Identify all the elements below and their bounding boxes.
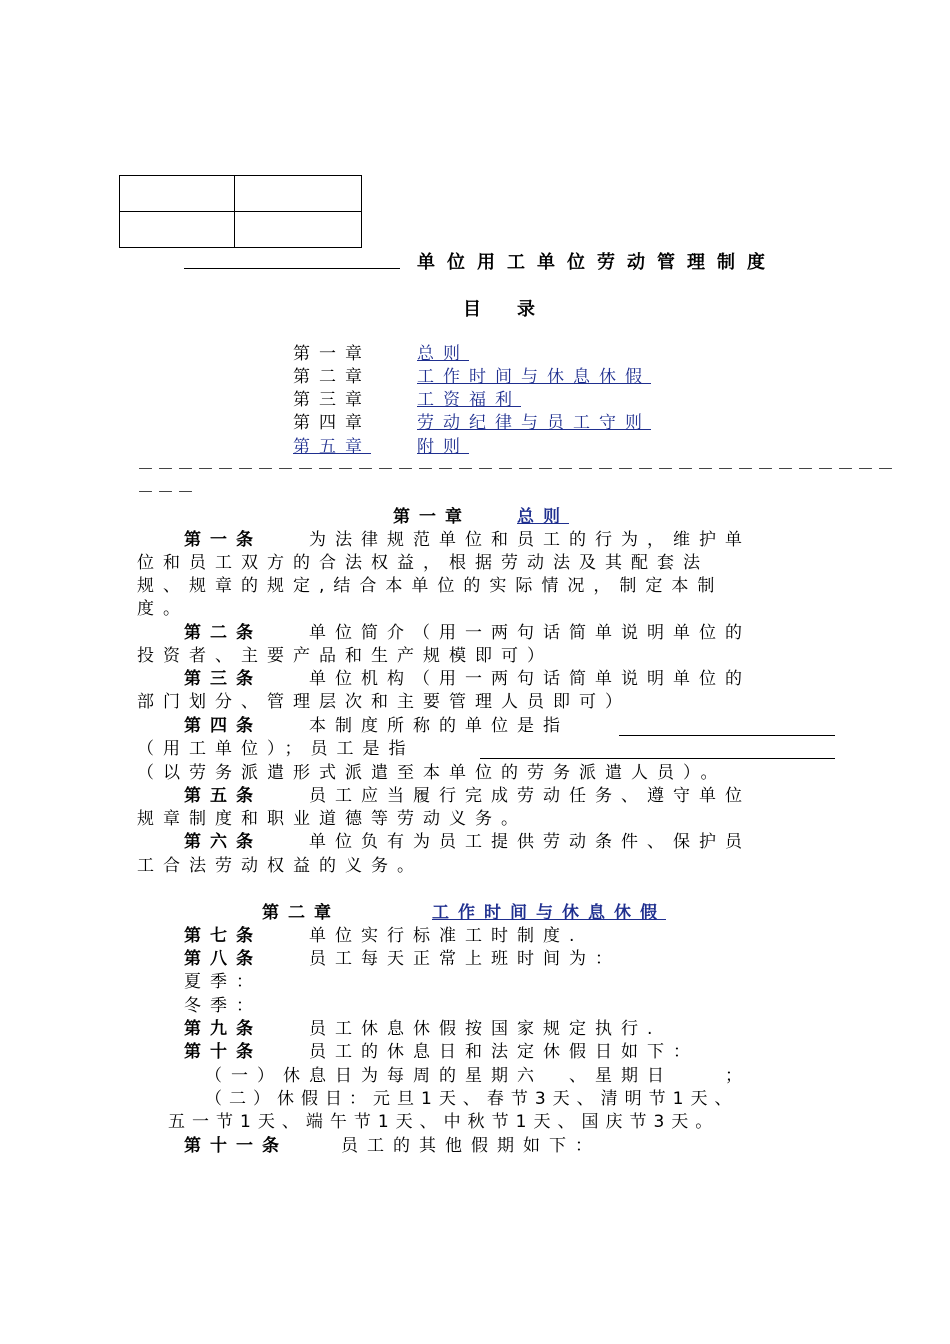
toc-link-4[interactable]: 劳动纪律与员工守则 bbox=[417, 413, 651, 433]
article-5-line-2: 规章制度和职业道德等劳动义务。 bbox=[137, 809, 527, 829]
header-table bbox=[119, 175, 362, 248]
article-8-label: 第八条 bbox=[184, 949, 262, 969]
article-4-label: 第四条 bbox=[184, 716, 262, 736]
title-blank-line bbox=[184, 268, 400, 269]
article-4-line-1: 本制度所称的单位是指 bbox=[309, 716, 569, 736]
article-10-item-2b: 五一节1天、端午节1天、中秋节1天、国庆节3天。 bbox=[168, 1112, 720, 1132]
article-9-label: 第九条 bbox=[184, 1019, 262, 1039]
toc-link-5[interactable]: 附则 bbox=[417, 437, 469, 457]
article-10-label: 第十条 bbox=[184, 1042, 262, 1062]
article-4-line-2: （用工单位）；员工是指 bbox=[137, 739, 415, 759]
chapter2-label: 第二章 bbox=[262, 903, 340, 923]
article-6-line-2: 工合法劳动权益的义务。 bbox=[137, 856, 423, 876]
article-1-line-4: 度。 bbox=[137, 599, 189, 619]
article-8-text: 员工每天正常上班时间为： bbox=[309, 949, 621, 969]
separator-line-1: －－－－－－－－－－－－－－－－－－－－－－－－－－－－－－－－－－－－－－ bbox=[137, 460, 897, 480]
toc-chapter-5-link[interactable]: 第五章 bbox=[293, 437, 371, 457]
article-11-label: 第十一条 bbox=[184, 1136, 288, 1156]
article-2-line-2: 投资者、主要产品和生产规模即可） bbox=[137, 646, 553, 666]
header-cell bbox=[235, 212, 362, 248]
employee-blank bbox=[480, 758, 835, 759]
unit-name-blank bbox=[619, 735, 835, 736]
document-title: 单位用工单位劳动管理制度 bbox=[417, 252, 777, 273]
toc-link-1[interactable]: 总则 bbox=[417, 344, 469, 364]
article-10-text: 员工的休息日和法定休假日如下： bbox=[309, 1042, 699, 1062]
article-7-text: 单位实行标准工时制度. bbox=[309, 926, 584, 946]
article-10-item-2a: （二）休假日：元旦1天、春节3天、清明节1天、 bbox=[205, 1089, 739, 1109]
chapter1-label: 第一章 bbox=[393, 507, 471, 527]
article-5-label: 第五条 bbox=[184, 786, 262, 806]
toc-heading: 目 录 bbox=[463, 299, 535, 320]
article-6-label: 第六条 bbox=[184, 832, 262, 852]
toc-link-3[interactable]: 工资福利 bbox=[417, 390, 521, 410]
article-1-label: 第一条 bbox=[184, 530, 262, 550]
article-2-label: 第二条 bbox=[184, 623, 262, 643]
toc-chapter-1: 第一章 bbox=[293, 344, 371, 364]
header-cell bbox=[235, 176, 362, 212]
article-3-line-2: 部门划分、管理层次和主要管理人员即可） bbox=[137, 692, 631, 712]
article-7-label: 第七条 bbox=[184, 926, 262, 946]
article-6-line-1: 单位负有为员工提供劳动条件、保护员 bbox=[309, 832, 751, 852]
header-cell bbox=[120, 176, 235, 212]
article-11-text: 员工的其他假期如下： bbox=[341, 1136, 601, 1156]
toc-chapter-3: 第三章 bbox=[293, 390, 371, 410]
toc-link-2[interactable]: 工作时间与休息休假 bbox=[417, 367, 651, 387]
article-2-line-1: 单位简介（用一两句话简单说明单位的 bbox=[309, 623, 751, 643]
article-10-item-1: （一）休息日为每周的星期六 、星期日 ； bbox=[205, 1066, 751, 1086]
article-9-text: 员工休息休假按国家规定执行. bbox=[309, 1019, 662, 1039]
chapter1-title-link[interactable]: 总则 bbox=[517, 507, 569, 527]
header-cell bbox=[120, 212, 235, 248]
article-3-label: 第三条 bbox=[184, 669, 262, 689]
article-3-line-1: 单位机构（用一两句话简单说明单位的 bbox=[309, 669, 751, 689]
article-8-summer: 夏季： bbox=[184, 972, 262, 992]
toc-chapter-4: 第四章 bbox=[293, 413, 371, 433]
article-4-line-3: （以劳务派遣形式派遣至本单位的劳务派遣人员）。 bbox=[137, 763, 727, 783]
article-1-line-1: 为法律规范单位和员工的行为，维护单 bbox=[309, 530, 751, 550]
separator-line-2: －－－ bbox=[137, 483, 197, 503]
chapter2-title-link[interactable]: 工作时间与休息休假 bbox=[432, 903, 666, 923]
article-5-line-1: 员工应当履行完成劳动任务、遵守单位 bbox=[309, 786, 751, 806]
toc-chapter-2: 第二章 bbox=[293, 367, 371, 387]
article-1-line-3: 规、规章的规定,结合本单位的实际情况，制定本制 bbox=[137, 576, 724, 596]
article-8-winter: 冬季： bbox=[184, 996, 262, 1016]
article-1-line-2: 位和员工双方的合法权益，根据劳动法及其配套法 bbox=[137, 553, 709, 573]
